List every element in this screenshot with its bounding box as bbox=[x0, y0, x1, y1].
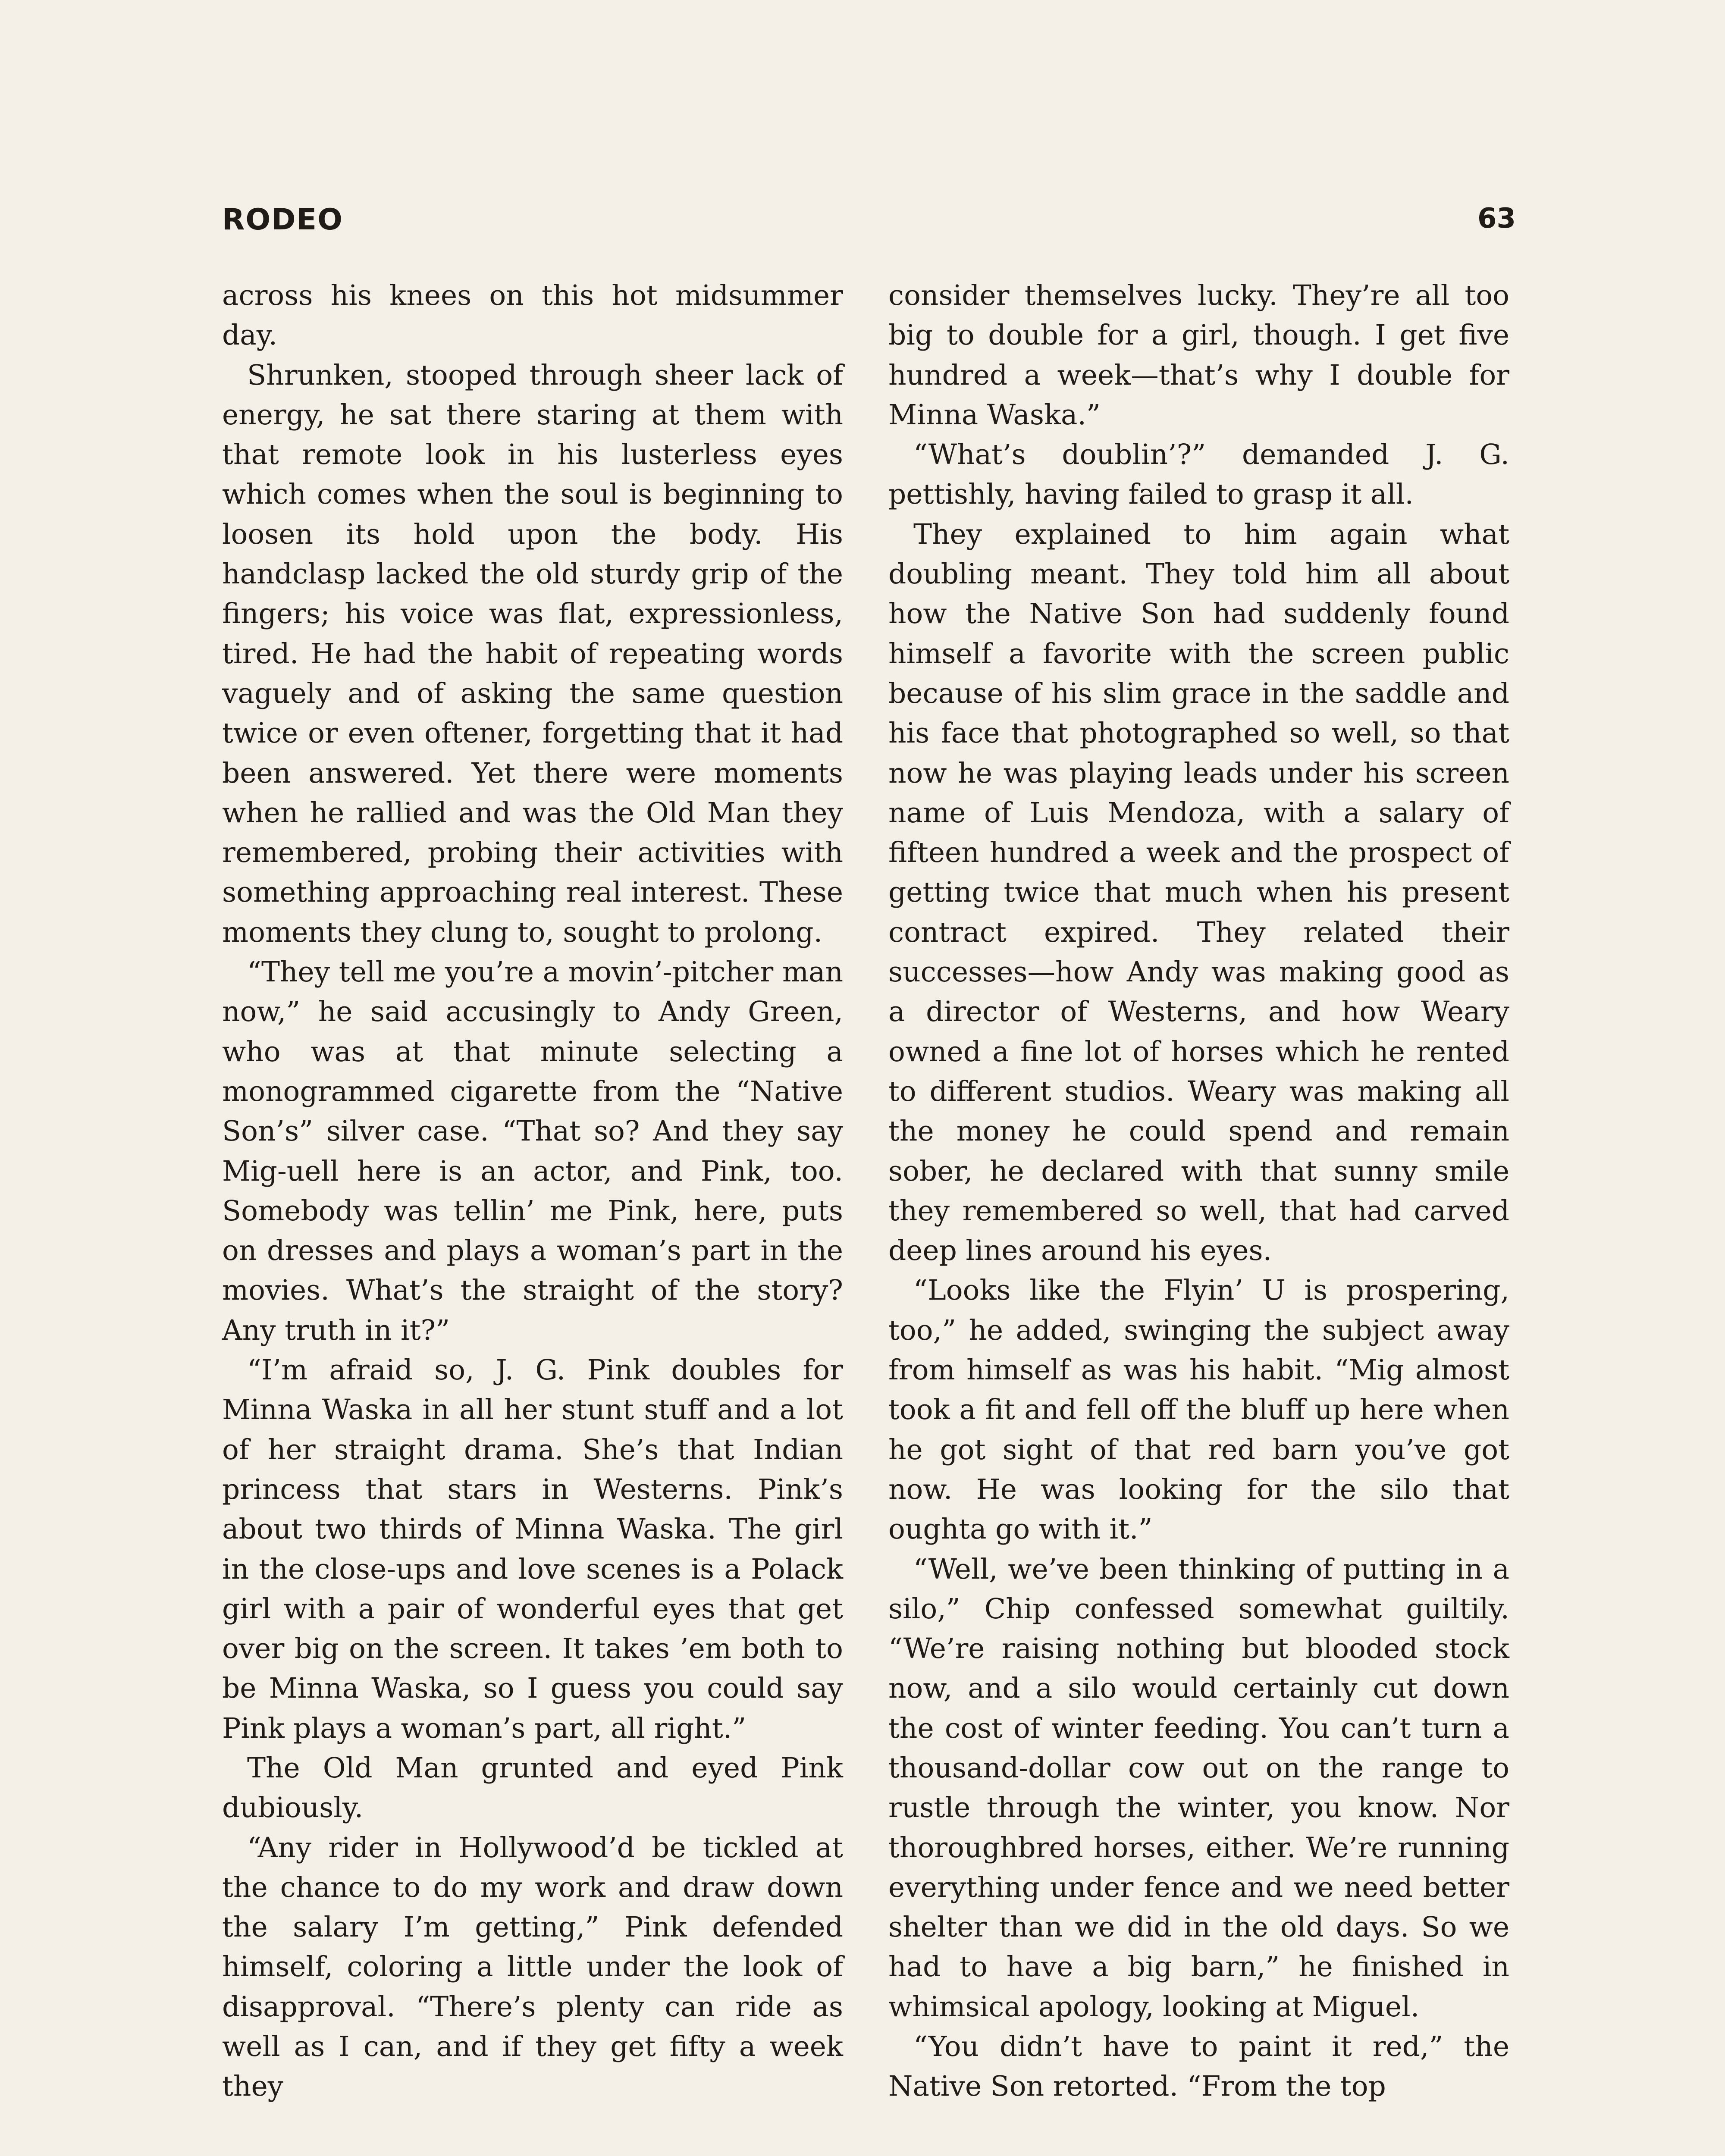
paragraph: “They tell me you’re a movin’-pitcher man now,” he said accusingly to Andy Green, who was at that minute selecting a monogrammed cigarette from the “Native Son’s” silver case. “That so? And they say Mig-uell here is an actor, and Pink, too. Somebody was tellin’ me Pink, here, puts on dresses and plays a woman’s part in the movies. What’s the straight of the story? Any truth in it?” bbox=[222, 956, 843, 1347]
running-title: RODEO bbox=[222, 203, 343, 237]
right-column bbox=[888, 276, 1509, 2107]
running-head bbox=[222, 203, 1516, 250]
paragraph: “What’s doublin’?” demanded J. G. pettishly, having failed to grasp it all. bbox=[888, 439, 1509, 511]
paragraph: Shrunken, stooped through sheer lack of energy, he sat there staring at them with that remote look in his lusterless eyes which comes when the soul is beginning to loosen its hold upon the body. His handclasp lacked the old sturdy grip of the fingers; his voice was flat, expressionless, tired. He had the habit of repeating words vaguely and of asking the same question twice or even oftener, forgetting that it had been answered. Yet there were moments when he rallied and was the Old Man they remembered, probing their activities with something approaching real interest. These moments they clung to, sought to prolong. bbox=[222, 359, 843, 949]
left-column bbox=[222, 276, 843, 2107]
paragraph: consider themselves lucky. They’re all too big to double for a girl, though. I get five hundred a week—that’s why I double for Minna Waska.” bbox=[888, 279, 1509, 431]
paragraph: They explained to him again what doubling meant. They told him all about how the Native Son had suddenly found himself a favorite with the screen public because of his slim grace in the saddle and his face that photographed so well, so that now he was playing leads under his screen name of Luis Mendoza, with a salary of fifteen hundred a week and the prospect of getting twice that much when his present contract expired. They related their successes—how Andy was making good as a director of Westerns, and how Weary owned a fine lot of horses which he rented to different studios. Weary was making all the money he could spend and remain sober, he declared with that sunny smile they remembered so well, that had carved deep lines around his eyes. bbox=[888, 518, 1509, 1267]
paragraph: across his knees on this hot midsummer day. bbox=[222, 279, 843, 352]
paragraph: “You didn’t have to paint it red,” the Native Son retorted. “From the top bbox=[888, 2031, 1509, 2103]
paragraph: “I’m afraid so, J. G. Pink doubles for Minna Waska in all her stunt stuff and a lot of her straight drama. She’s that Indian princess that stars in Westerns. Pink’s about two thirds of Minna Waska. The girl in the close-ups and love scenes is a Polack girl with a pair of wonderful eyes that get over big on the screen. It takes ’em both to be Minna Waska, so I guess you could say Pink plays a woman’s part, all right.” bbox=[222, 1354, 843, 1745]
paragraph: “Well, we’ve been thinking of putting in a silo,” Chip confessed somewhat guiltily. “We’re raising nothing but blooded stock now, and a silo would certainly cut down the cost of winter feeding. You can’t turn a thousand-dollar cow out on the range to rustle through the winter, you know. Nor thoroughbred horses, either. We’re running everything under fence and we need better shelter than we did in the old days. So we had to have a big barn,” he finished in whimsical apology, looking at Miguel. bbox=[888, 1553, 1509, 2023]
paragraph: “Any rider in Hollywood’d be tickled at the chance to do my work and draw down the salary I’m getting,” Pink defended himself, coloring a little under the look of disapproval. “There’s plenty can ride as well as I can, and if they get fifty a week they bbox=[222, 1831, 843, 2103]
page-number: 63 bbox=[1477, 203, 1516, 235]
paragraph: The Old Man grunted and eyed Pink dubiously. bbox=[222, 1752, 843, 1824]
paragraph: “Looks like the Flyin’ U is prospering, too,” he added, swinging the subject away from himself as was his habit. “Mig almost took a fit and fell off the bluff up here when he got sight of that red barn you’ve got now. He was looking for the silo that oughta go with it.” bbox=[888, 1274, 1509, 1546]
